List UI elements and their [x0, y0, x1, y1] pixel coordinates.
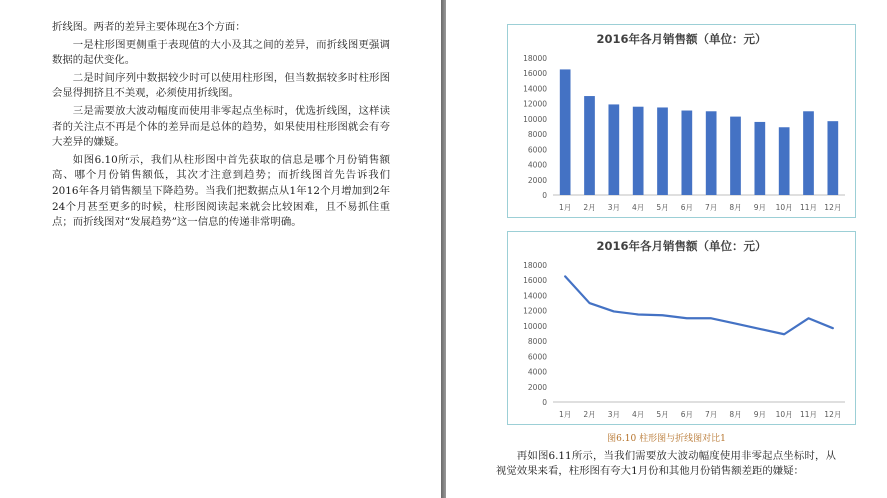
bar-3 — [608, 104, 619, 195]
x-tick-label: 11月 — [799, 203, 818, 212]
y-tick-label: 12000 — [523, 306, 547, 316]
x-tick-label: 4月 — [632, 203, 645, 212]
y-tick-label: 14000 — [523, 84, 547, 94]
x-tick-label: 9月 — [753, 410, 766, 419]
x-tick-label: 3月 — [607, 410, 620, 419]
y-tick-label: 12000 — [523, 99, 547, 109]
x-tick-label: 8月 — [729, 203, 742, 212]
x-tick-label: 10月 — [775, 410, 793, 419]
y-tick-label: 16000 — [523, 276, 547, 286]
x-tick-label: 7月 — [705, 203, 718, 212]
series-line — [565, 276, 833, 334]
x-tick-label: 1月 — [559, 203, 572, 212]
y-tick-label: 4000 — [527, 367, 547, 377]
paragraph-example: 如图6.10所示，我们从柱形图中首先获取的信息是哪个月份销售额高、哪个月份销售额低，其次才注意到趋势；而折线图首先告诉我们2016年各月销售额呈下降趋势。当我们把数据点从1年12个月增加到2年24个月甚至更多的时候，柱形图阅读起来就会比较困难，且不易抓住重点；而折线图对“发展趋势”这一信息的传递非常明确。 — [52, 153, 390, 229]
y-tick-label: 18000 — [523, 54, 547, 63]
y-tick-label: 2000 — [527, 382, 547, 392]
y-tick-label: 8000 — [527, 337, 547, 347]
body-text-continued — [496, 449, 836, 479]
y-tick-label: 8000 — [527, 130, 547, 140]
y-tick-label: 2000 — [527, 175, 547, 185]
x-tick-label: 12月 — [824, 203, 842, 212]
line-chart — [508, 232, 855, 424]
x-tick-label: 7月 — [705, 410, 718, 419]
x-tick-label: 6月 — [680, 410, 693, 419]
x-tick-label: 4月 — [632, 410, 645, 419]
y-tick-label: 6000 — [527, 145, 547, 155]
x-tick-label: 5月 — [656, 203, 669, 212]
paragraph-next-example: 再如图6.11所示，当我们需要放大波动幅度使用非零起点坐标时，从视觉效果来看，柱形图有夸大1月份和其他月份销售额差距的嫌疑： — [496, 450, 836, 477]
bar-4 — [633, 107, 644, 195]
paragraph-point-two: 二是时间序列中数据较少时可以使用柱形图，但当数据较多时柱形图会显得拥挤且不美观，必须使用折线图。 — [52, 71, 390, 100]
x-tick-label: 2月 — [583, 203, 596, 212]
x-tick-label: 8月 — [729, 410, 742, 419]
bar-10 — [779, 127, 790, 195]
line-chart-frame — [507, 231, 856, 425]
y-tick-label: 18000 — [523, 261, 547, 270]
x-tick-label: 6月 — [680, 203, 693, 212]
x-tick-label: 5月 — [656, 410, 669, 419]
x-tick-label: 11月 — [799, 410, 818, 419]
y-tick-label: 0 — [542, 398, 547, 407]
bar-1 — [560, 69, 571, 195]
left-page — [0, 0, 441, 498]
paragraph-point-three: 三是需要放大波动幅度而使用非零起点坐标时，优选折线图，这样读者的关注点不再是个体的差异而是总体的趋势，如果使用柱形图就会有夸大差异的嫌疑。 — [52, 104, 390, 149]
body-text — [52, 20, 390, 233]
paragraph-point-one: 一是柱形图更侧重于表现值的大小及其之间的差异，而折线图更强调数据的起伏变化。 — [52, 38, 390, 67]
bar-8 — [730, 117, 741, 195]
bar-6 — [681, 111, 692, 195]
y-tick-label: 10000 — [523, 114, 547, 124]
bar-chart — [508, 25, 855, 217]
bar-11 — [803, 111, 814, 195]
chart-title: 2016年各月销售额（单位：元） — [596, 239, 767, 253]
bar-7 — [706, 111, 717, 195]
paragraph-intro: 折线图。两者的差异主要体现在3个方面： — [52, 21, 246, 33]
x-tick-label: 10月 — [775, 203, 793, 212]
x-tick-label: 9月 — [753, 203, 766, 212]
y-tick-label: 6000 — [527, 352, 547, 362]
bar-12 — [827, 121, 838, 195]
bar-2 — [584, 96, 595, 195]
x-tick-label: 2月 — [583, 410, 596, 419]
x-tick-label: 1月 — [559, 410, 572, 419]
bar-chart-frame — [507, 24, 856, 218]
right-page — [446, 0, 887, 498]
bar-9 — [754, 122, 765, 195]
chart-title: 2016年各月销售额（单位：元） — [596, 32, 767, 46]
figure-caption: 图6.10 柱形图与折线图对比1 — [607, 434, 726, 444]
y-tick-label: 4000 — [527, 160, 547, 170]
y-tick-label: 10000 — [523, 321, 547, 331]
x-tick-label: 3月 — [607, 203, 620, 212]
x-tick-label: 12月 — [824, 410, 842, 419]
bar-5 — [657, 107, 668, 195]
y-tick-label: 0 — [542, 191, 547, 200]
y-tick-label: 14000 — [523, 291, 547, 301]
y-tick-label: 16000 — [523, 69, 547, 79]
